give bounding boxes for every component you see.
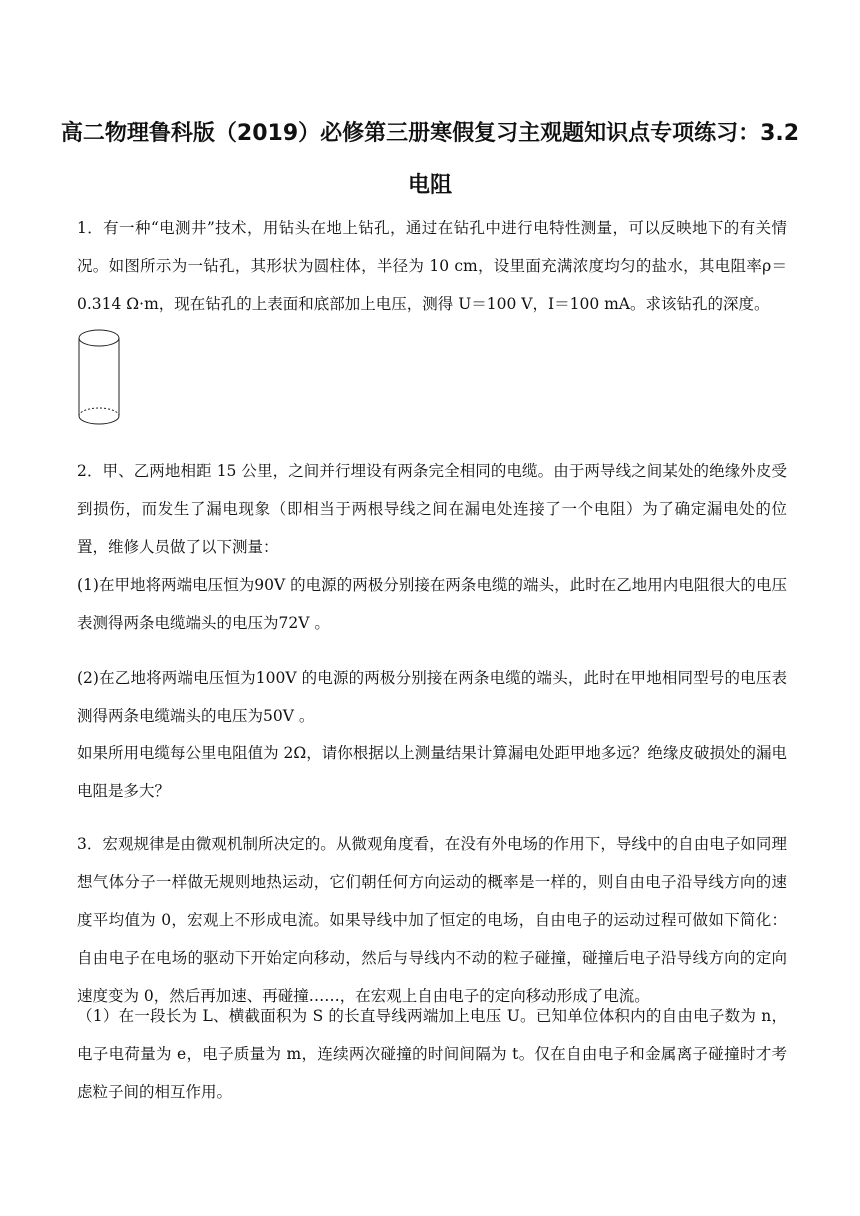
question-3-part-1: （1）在一段长为 L、横截面积为 S 的长直导线两端加上电压 U。已知单位体积内的自由电子数为 n，电子电荷量为 e，电子质量为 m，连续两次碰撞的时间间隔为 t。仅在自由电子和金属离子碰撞时才考虑粒子间的相互作用。 xyxy=(77,1007,787,1101)
question-2-intro: 2．甲、乙两地相距 15 公里，之间并行埋设有两条完全相同的电缆。由于两导线之间某处的绝缘外皮受到损伤，而发生了漏电现象（即相当于两根导线之间在漏电处连接了一个电阻）为了确定漏电处的位置，维修人员做了以下测量： xyxy=(77,462,787,556)
question-1-text: 1．有一种“电测井”技术，用钻头在地上钻孔，通过在钻孔中进行电特性测量，可以反映地下的有关情况。如图所示为一钻孔，其形状为圆柱体，半径为 10 cm，设里面充满浓度均匀的盐水，其电阻率ρ＝0.314 Ω·m，现在钻孔的上表面和底部加上电压，测得 U＝100 V，I＝100 mA。求该钻孔的深度。 xyxy=(77,219,787,313)
question-2-part-2: (2)在乙地将两端电压恒为100V 的电源的两极分别接在两条电缆的端头，此时在甲地相同型号的电压表测得两条电缆端头的电压为50V 。 xyxy=(77,669,787,725)
question-2-question: 如果所用电缆每公里电阻值为 2Ω，请你根据以上测量结果计算漏电处距甲地多远？绝缘皮破损处的漏电电阻是多大？ xyxy=(77,744,787,800)
question-3-intro: 3．宏观规律是由微观机制所决定的。从微观角度看，在没有外电场的作用下，导线中的自由电子如同理想气体分子一样做无规则地热运动，它们朝任何方向运动的概率是一样的，则自由电子沿导线方向的速度平均值为 0，宏观上不形成电流。如果导线中加了恒定的电场，自由电子的运动过程可做如下简化：自由电子在电场的驱动下开始定向移动，然后与导线内不动的粒子碰撞，碰撞后电子沿导线方向的定向速度变为 0，然后再加速、再碰撞……，在宏观上自由电子的定向移动形成了电流。 xyxy=(77,835,787,1005)
cylinder-figure xyxy=(74,326,124,430)
document-title: 高二物理鲁科版（2019）必修第三册寒假复习主观题知识点专项练习：3.2电阻 xyxy=(60,121,800,198)
question-2-part-1: (1)在甲地将两端电压恒为90V 的电源的两极分别接在两条电缆的端头，此时在乙地用内电阻很大的电压表测得两条电缆端头的电压为72V 。 xyxy=(77,576,787,632)
